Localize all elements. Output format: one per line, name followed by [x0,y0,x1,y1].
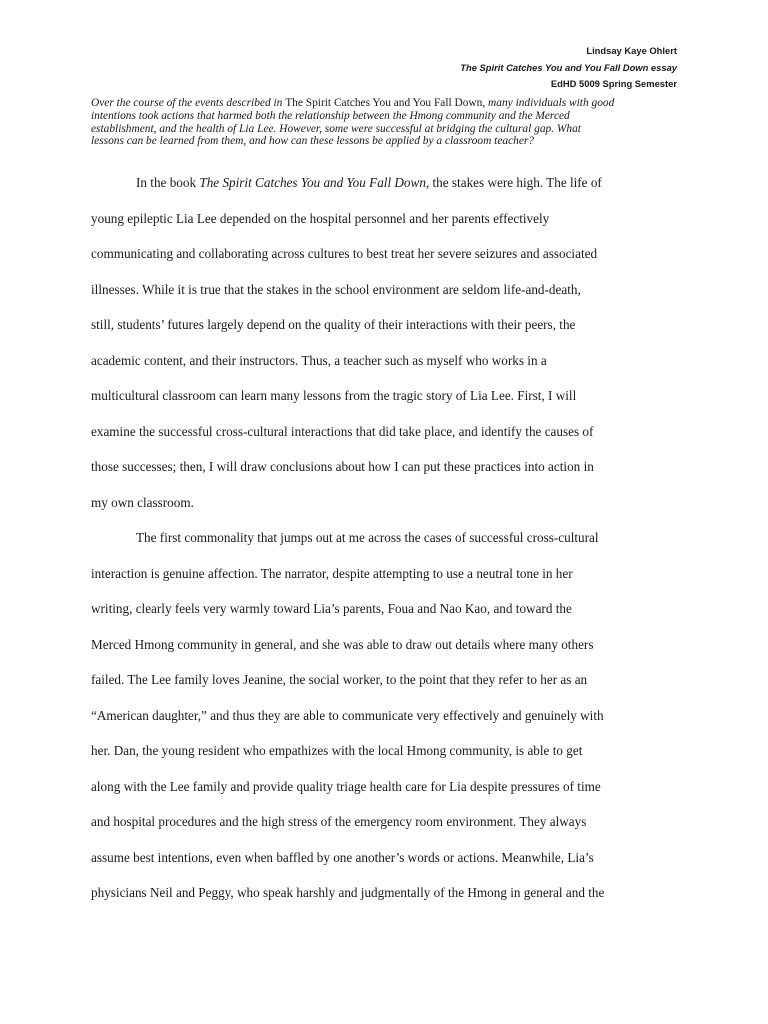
prompt-line [91,97,691,110]
paragraph-1-line: illnesses. While it is true that the stakes in the school environment are seldom life-and-death, [91,281,581,297]
paragraph-2-line: Merced Hmong community in general, and she was able to draw out details where many others [91,636,594,652]
paragraph-1-line: examine the successful cross-cultural interactions that did take place, and identify the causes of [91,423,594,439]
paragraph-2-line: The first commonality that jumps out at me across the cases of successful cross-cultural [136,530,599,545]
prompt-text: , many individuals with good [482,97,615,109]
prompt-text: Over the course of the events described in [91,97,286,109]
paragraph-2-line: interaction is genuine affection. The narrator, despite attempting to use a neutral tone in her [91,565,573,581]
paragraph-2-line: “American daughter,” and thus they are able to communicate very effectively and genuinely with [91,707,604,723]
prompt-line: lessons can be learned from them, and how can these lessons be applied by a classroom teacher? [91,135,535,148]
paragraph-1-line [91,174,691,210]
essay-title: The Spirit Catches You and You Fall Down essay [460,61,677,73]
author-name: Lindsay Kaye Ohlert [586,45,677,56]
book-title: The Spirit Catches You and You Fall Down [285,97,483,109]
prompt-line: intentions took actions that harmed both the relationship between the Hmong community and the Merced [91,109,570,122]
paragraph-1-line: communicating and collaborating across cultures to best treat her severe seizures and associated [91,246,598,261]
paragraph-1-line: my own classroom. [91,494,194,510]
paragraph-2-line: and hospital procedures and the high stress of the emergency room environment. They always [91,814,587,829]
body-text: the stakes were high. The life of [429,175,602,190]
paragraph-2-line: her. Dan, the young resident who empathizes with the local Hmong community, is able to get [91,743,583,758]
paragraph-1-line: multicultural classroom can learn many lessons from the tragic story of Lia Lee. First, I will [91,388,577,403]
paragraph-1-line: still, students’ futures largely depend on the quality of their interactions with their peers, the [91,317,576,332]
book-title: The Spirit Catches You and You Fall Down, [199,175,430,190]
paragraph-2-line: writing, clearly feels very warmly toward Lia’s parents, Foua and Nao Kao, and toward the [91,601,572,616]
prompt-line: establishment, and the health of Lia Lee. However, some were successful at bridging the cultural gap. What [91,122,581,135]
paragraph-1-line: young epileptic Lia Lee depended on the hospital personnel and her parents effectively [91,210,550,226]
document-header [460,43,677,93]
course-name: EdHD 5009 Spring Semester [550,78,677,89]
paragraph-2-line: physicians Neil and Peggy, who speak harshly and judgmentally of the Hmong in general and the [91,885,605,900]
paragraph-2-line: along with the Lee family and provide quality triage health care for Lia despite pressures of time [91,778,601,794]
essay-body [91,174,691,920]
paragraph-1-line: those successes; then, I will draw conclusions about how I can put these practices into action in [91,459,594,474]
body-text: In the book [136,175,200,190]
paragraph-2-line: assume best intentions, even when baffled by one another’s words or actions. Meanwhile, Lia’s [91,849,594,865]
paragraph-2-line: failed. The Lee family loves Jeanine, the social worker, to the point that they refer to her as an [91,672,588,687]
essay-prompt [91,97,691,148]
paragraph-1-line: academic content, and their instructors. Thus, a teacher such as myself who works in a [91,352,547,368]
